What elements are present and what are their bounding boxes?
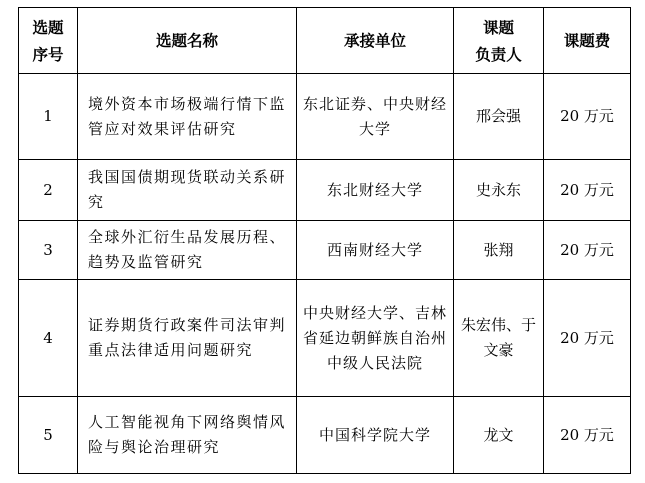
cell-fee: 20 万元 <box>544 160 631 221</box>
cell-no: 4 <box>19 280 78 397</box>
table-row <box>19 160 631 221</box>
cell-leader: 朱宏伟、于文豪 <box>454 280 544 397</box>
cell-topic: 全球外汇衍生品发展历程、趋势及监管研究 <box>78 221 297 280</box>
cell-topic: 证券期货行政案件司法审判重点法律适用问题研究 <box>78 280 297 397</box>
cell-unit: 东北证券、中央财经大学 <box>297 74 454 160</box>
header-topic: 选题名称 <box>78 8 297 74</box>
cell-unit: 西南财经大学 <box>297 221 454 280</box>
table-row <box>19 280 631 397</box>
cell-unit: 中央财经大学、吉林省延边朝鲜族自治州中级人民法院 <box>297 280 454 397</box>
cell-leader: 龙文 <box>454 397 544 474</box>
cell-fee: 20 万元 <box>544 74 631 160</box>
header-leader: 课题 负责人 <box>454 8 544 74</box>
table-row <box>19 221 631 280</box>
header-fee: 课题费 <box>544 8 631 74</box>
cell-no: 5 <box>19 397 78 474</box>
cell-topic: 我国国债期现货联动关系研究 <box>78 160 297 221</box>
cell-unit: 东北财经大学 <box>297 160 454 221</box>
header-serial: 选题 序号 <box>19 8 78 74</box>
cell-topic: 境外资本市场极端行情下监管应对效果评估研究 <box>78 74 297 160</box>
cell-no: 2 <box>19 160 78 221</box>
cell-leader: 邢会强 <box>454 74 544 160</box>
table-row <box>19 397 631 474</box>
cell-topic: 人工智能视角下网络舆情风险与舆论治理研究 <box>78 397 297 474</box>
cell-leader: 史永东 <box>454 160 544 221</box>
cell-fee: 20 万元 <box>544 397 631 474</box>
cell-unit: 中国科学院大学 <box>297 397 454 474</box>
cell-no: 3 <box>19 221 78 280</box>
cell-leader: 张翔 <box>454 221 544 280</box>
cell-fee: 20 万元 <box>544 221 631 280</box>
header-row <box>19 8 631 74</box>
cell-no: 1 <box>19 74 78 160</box>
topics-table <box>18 7 631 474</box>
table-row <box>19 74 631 160</box>
header-unit: 承接单位 <box>297 8 454 74</box>
cell-fee: 20 万元 <box>544 280 631 397</box>
